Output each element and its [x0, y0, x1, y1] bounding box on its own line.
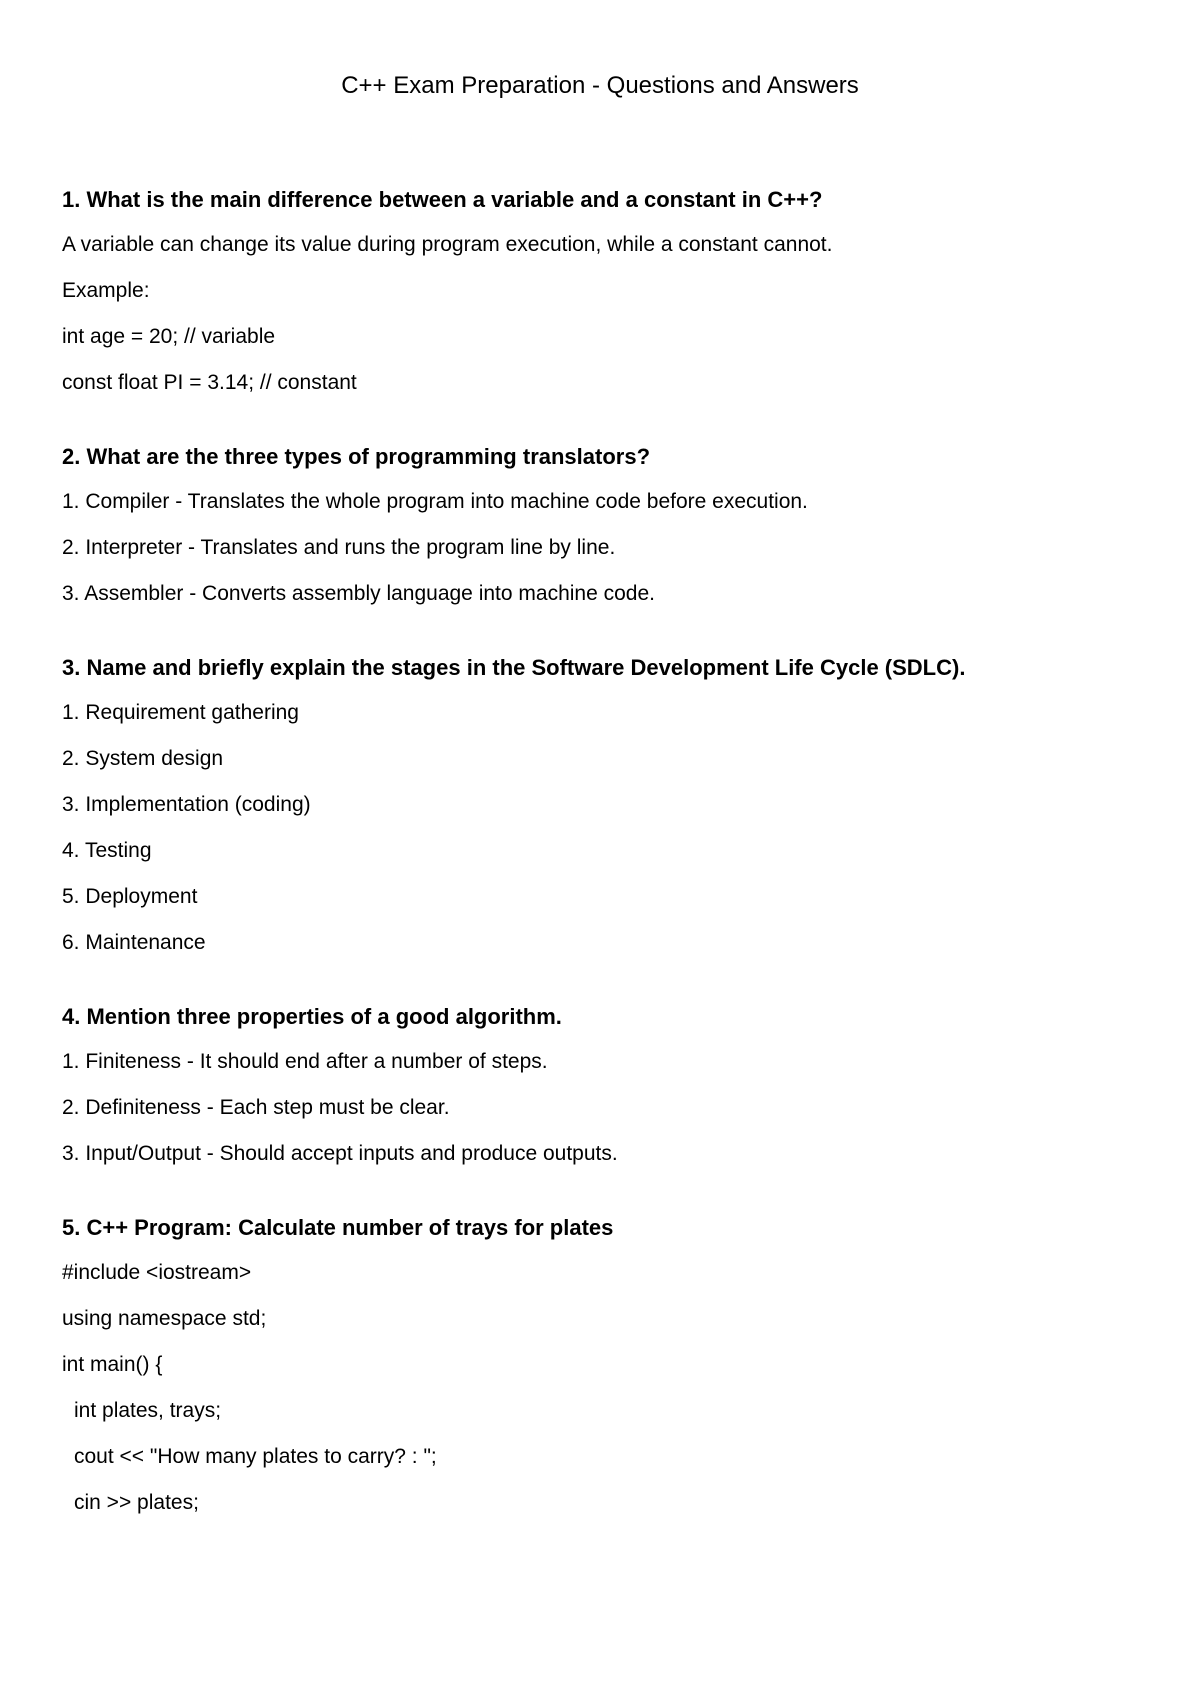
- answer-line: const float PI = 3.14; // constant: [62, 371, 357, 394]
- question-3: [62, 653, 1142, 959]
- question-heading: 3. Name and briefly explain the stages in the Software Development Life Cycle (SDLC).: [62, 655, 966, 680]
- question-2: [62, 442, 1142, 610]
- answer-line: 2. System design: [62, 747, 224, 770]
- answer-line: 1. Requirement gathering: [62, 701, 299, 724]
- question-1: [62, 185, 1142, 399]
- question-heading: 2. What are the three types of programming translators?: [62, 444, 651, 469]
- code-line: int plates, trays;: [74, 1399, 222, 1422]
- code-line: cout << "How many plates to carry? : ";: [74, 1445, 437, 1468]
- document-title: C++ Exam Preparation - Questions and Answers: [341, 72, 859, 99]
- answer-line: 3. Input/Output - Should accept inputs and produce outputs.: [62, 1142, 618, 1165]
- answer-line: 6. Maintenance: [62, 931, 206, 954]
- document-body: [62, 185, 1142, 1562]
- question-4: [62, 1002, 1142, 1170]
- code-line: using namespace std;: [62, 1307, 267, 1330]
- answer-line: 5. Deployment: [62, 885, 198, 908]
- question-heading: 1. What is the main difference between a variable and a constant in C++?: [62, 187, 823, 212]
- answer-line: 1. Compiler - Translates the whole program into machine code before execution.: [62, 490, 808, 513]
- answer-line: A variable can change its value during program execution, while a constant cannot.: [62, 233, 833, 256]
- code-line: cin >> plates;: [74, 1491, 199, 1514]
- code-line: int main() {: [62, 1353, 163, 1376]
- answer-line: 2. Definiteness - Each step must be clear.: [62, 1096, 450, 1119]
- answer-line: 1. Finiteness - It should end after a number of steps.: [62, 1050, 548, 1073]
- answer-line: 3. Implementation (coding): [62, 793, 311, 816]
- code-line: #include <iostream>: [62, 1261, 252, 1284]
- answer-line: 2. Interpreter - Translates and runs the program line by line.: [62, 536, 616, 559]
- question-heading: 4. Mention three properties of a good algorithm.: [62, 1004, 562, 1029]
- question-5: [62, 1213, 1142, 1519]
- answer-line: 3. Assembler - Converts assembly language into machine code.: [62, 582, 655, 605]
- answer-line: 4. Testing: [62, 839, 152, 862]
- question-heading: 5. C++ Program: Calculate number of trays for plates: [62, 1215, 614, 1240]
- answer-line: Example:: [62, 279, 150, 302]
- answer-line: int age = 20; // variable: [62, 325, 276, 348]
